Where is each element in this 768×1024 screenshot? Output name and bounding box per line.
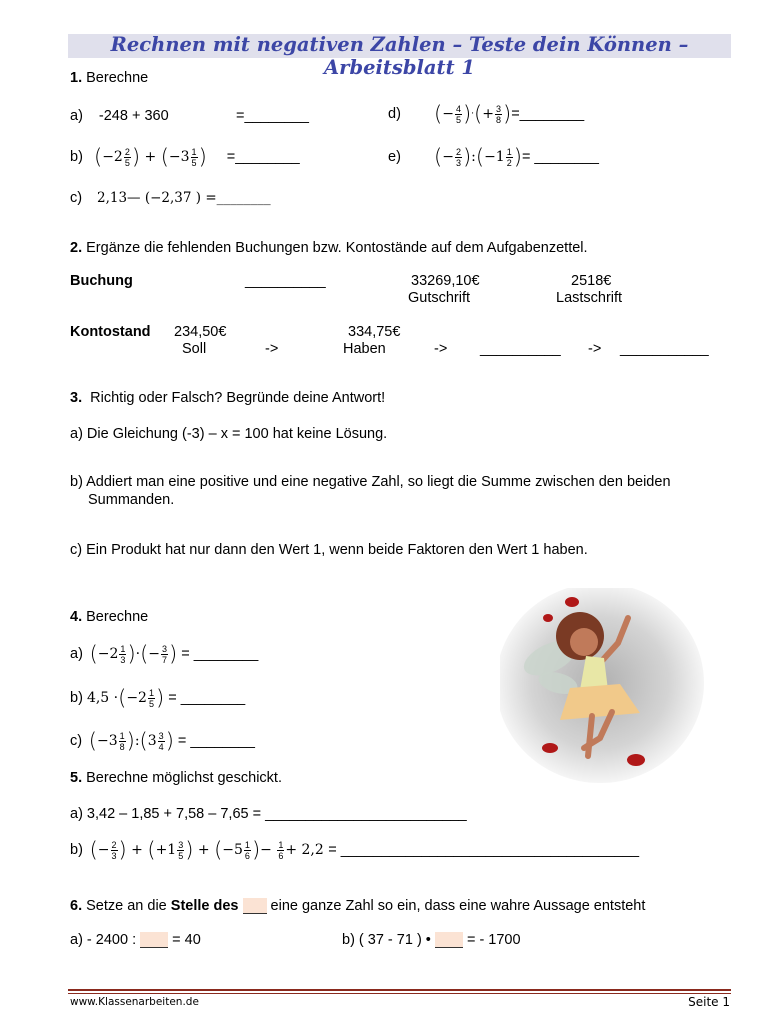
q2-blank3: ___________ (620, 341, 709, 357)
q6-heading: 6. Setze an die Stelle des eine ganze Zahl so ein, dass eine wahre Aussage entsteht (70, 898, 646, 914)
q3b-line1: b) Addiert man eine positive und eine negative Zahl, so liegt die Summe zwischen den beiden (70, 474, 671, 490)
q4a: a) (−2 $\frac{1}{3}$ )·(− $\frac{3}{7}$ ) = ________ (70, 642, 259, 666)
q4c: c) (−3 $\frac{1}{8}$ ):(3 $\frac{3}{4}$ ) = ________ (70, 729, 255, 753)
q5-heading: 5. Berechne möglichst geschickt. (70, 770, 282, 786)
q2-arrow1: -> (265, 341, 279, 357)
q3-heading: 3. Richtig oder Falsch? Begründe deine Antwort! (70, 390, 386, 406)
page-title: Rechnen mit negativen Zahlen – Teste dein Können – Arbeitsblatt 1 (110, 33, 689, 79)
q2-blank: __________ (245, 273, 326, 289)
q2-arrow2: -> (434, 341, 448, 357)
q2-type2: Lastschrift (556, 290, 623, 306)
q6b: b) ( 37 - 71 ) • = - 1700 (342, 932, 521, 948)
q2-k1-amount: 234,50€ (174, 324, 227, 340)
q1c: c) 2,13— (−2,37 ) =________ (70, 190, 271, 206)
q2-amount2: 2518€ (571, 273, 612, 289)
q2-k1-type: Soll (182, 341, 207, 357)
q2-amount1: 33269,10€ (411, 273, 480, 289)
q5b: b) (− $\frac{2}{3}$ ) + (+1 $\frac{3}{5}$ ) + (−5 $\frac{1}{6}$ )− $\frac{1}{6}$ + 2,2 = _____________________________________ (70, 838, 640, 862)
q2-heading: 2. Ergänze die fehlenden Buchungen bzw. Kontostände auf dem Aufgabenzettel. (70, 240, 588, 256)
q2-k2-amount: 334,75€ (348, 324, 401, 340)
q3b-line2: Summanden. (88, 492, 175, 508)
q2-k2-type: Haben (343, 341, 386, 357)
q2-buchung-label: Buchung (70, 273, 133, 289)
q1a: a) -248 + 360 =________ (70, 108, 309, 124)
q4b: b) 4,5 ·(−2 $\frac{1}{5}$ ) = ________ (70, 686, 246, 710)
q6a-blank[interactable] (140, 932, 168, 948)
q6b-blank[interactable] (435, 932, 463, 948)
q6a: a) - 2400 : = 40 (70, 932, 201, 948)
q3a: a) Die Gleichung (-3) – x = 100 hat keine Lösung. (70, 426, 388, 442)
q2-arrow3: -> (588, 341, 602, 357)
q1d: d) (− $\frac{4}{5}$ )·(+ $\frac{3}{8}$ )=________ (388, 102, 585, 126)
q1-heading: 1. Berechne (70, 70, 149, 86)
q2-kontostand-label: Kontostand (70, 324, 151, 340)
fairy-illustration (500, 588, 704, 786)
q1e: e) (− $\frac{2}{3}$ ):(−1 $\frac{1}{2}$ )= ________ (388, 145, 599, 169)
q5a: a) 3,42 – 1,85 + 7,58 – 7,65 = _________________________ (70, 806, 467, 822)
q2-blank2: __________ (480, 341, 561, 357)
footer-site: www.Klassenarbeiten.de (70, 996, 199, 1008)
footer-rule (68, 989, 731, 991)
footer-rule-thin (68, 993, 731, 994)
q4-heading: 4. Berechne (70, 609, 149, 625)
q2-type1: Gutschrift (408, 290, 471, 306)
footer-page-number: Seite 1 (688, 995, 730, 1009)
q1b: b) (−2 $\frac{2}{5}$ ) + (−3 $\frac{1}{5}$ ) =________ (70, 145, 300, 169)
q3c: c) Ein Produkt hat nur dann den Wert 1, wenn beide Faktoren den Wert 1 haben. (70, 542, 588, 558)
q6-example-blank (243, 898, 267, 914)
